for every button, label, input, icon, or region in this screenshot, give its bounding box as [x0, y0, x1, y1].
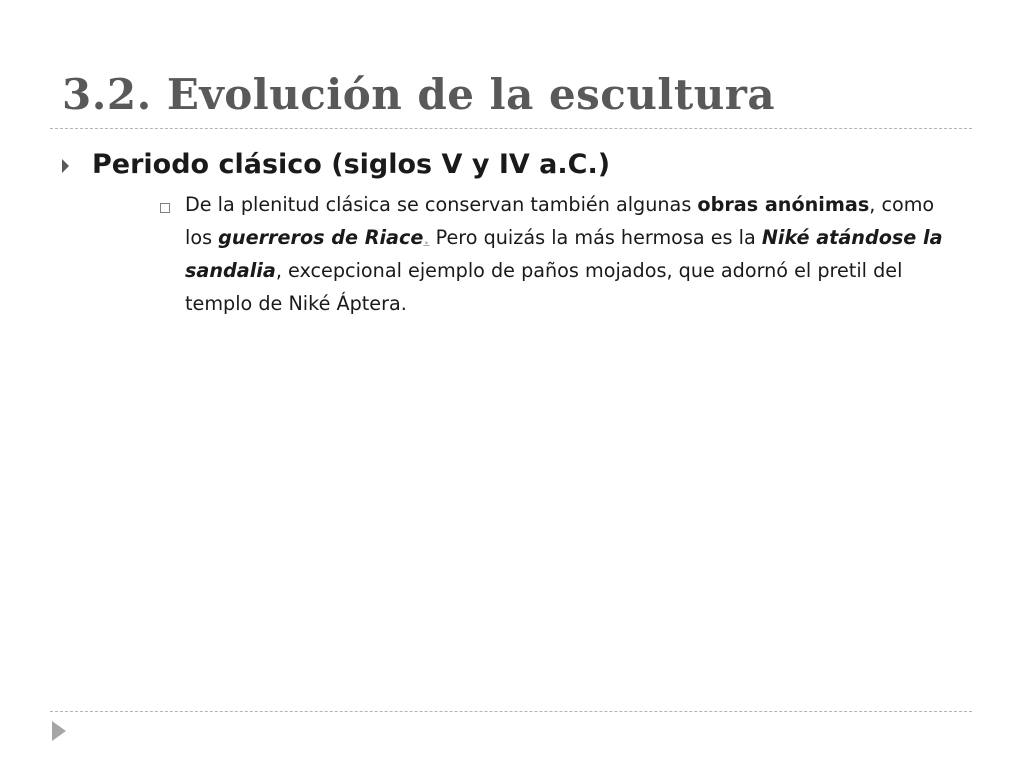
para-link[interactable]: .: [423, 226, 430, 249]
para-text-3: Pero quizás la más hermosa es la: [429, 226, 762, 249]
slide-title: 3.2. Evolución de la escultura: [62, 70, 776, 119]
para-bold-obras: obras anónimas: [697, 193, 870, 216]
bullet-level1-text: Periodo clásico (siglos V y IV a.C.): [92, 149, 611, 180]
para-text-4: , excepcional ejemplo de paños mojados, que adornó el pretil del templo de Niké Áptera.: [185, 259, 903, 315]
play-arrow-icon[interactable]: [52, 721, 66, 741]
para-text-2: , como los: [185, 193, 935, 249]
title-divider: [50, 128, 972, 129]
para-text-1: De la plenitud clásica se conservan también algunas: [185, 193, 698, 216]
para-emph-nike: Niké atándose la sandalia: [185, 226, 943, 282]
bullet-level1: [62, 147, 962, 183]
triangle-right-icon: [62, 159, 69, 173]
footer-divider: [50, 711, 972, 712]
hollow-square-icon: [160, 203, 170, 213]
para-emph-guerreros: guerreros de Riace: [218, 226, 424, 249]
bullet-level2: [160, 195, 960, 320]
bullet-level2-paragraph: [185, 188, 960, 320]
